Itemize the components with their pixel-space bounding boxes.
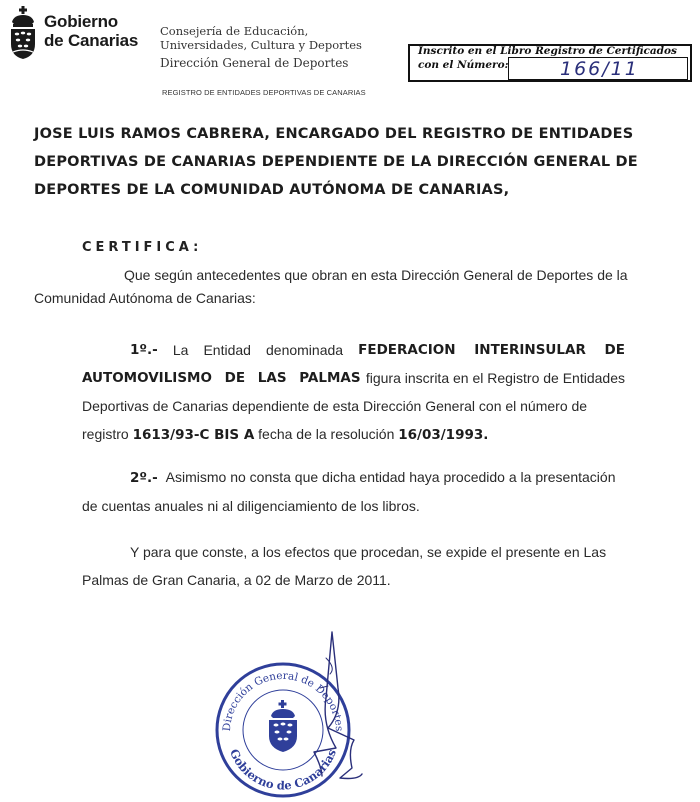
gobierno-canarias-emblem-icon [8,6,38,60]
point-2-text: de cuentas anuales ni al diligenciamiento de los libros. [82,498,420,514]
heading-line-1: JOSE LUIS RAMOS CABRERA, ENCARGADO DEL REGISTRO DE ENTIDADES [34,126,634,142]
resolution-date: 16/03/1993. [398,427,489,443]
registry-number: 1613/93-C BIS A [132,427,255,443]
point-1-number: 1º.- [130,342,158,358]
point-1-text: fecha de la resolución [258,426,395,442]
handwritten-signature [292,628,372,798]
point-2-number: 2º.- [130,470,158,486]
certifica-label: CERTIFICA: [82,240,203,255]
point-1-text: figura inscrita en el Registro de Entidades [365,370,625,386]
point-1-word: La [172,342,189,358]
point-2-line-1 [82,463,625,492]
stamp-top-text: Dirección General de Deportes [220,669,346,732]
closing-paragraph [82,538,625,594]
logo-gobierno-text: Gobierno [44,12,118,31]
point-1-paragraph [82,336,625,449]
point-1-line-4 [82,420,625,449]
registry-box-label-1: Inscrito en el Libro Registro de Certificados [418,45,677,57]
heading-line-3: DEPORTES DE LA COMUNIDAD AUTÓNOMA DE CANARIAS, [34,182,510,198]
point-2-paragraph [82,463,625,520]
point-2-line-2 [82,492,625,520]
point-1-line-1 [82,336,625,364]
department-line-3: Dirección General de Deportes [160,56,349,70]
closing-text: Y para que conste, a los efectos que procedan, se expide el presente en Las [130,544,607,560]
intro-line-2: Comunidad Autónoma de Canarias: [34,290,256,306]
point-1-word: Entidad [203,342,251,358]
logo-de-canarias-text: de Canarias [44,31,139,50]
entity-name-part-2: AUTOMOVILISMO DE LAS PALMAS [82,370,361,386]
closing-line-2 [82,566,625,594]
entity-name-part-1: FEDERACION INTERINSULAR DE [358,342,625,358]
department-line-1: Consejería de Educación, [160,24,309,38]
registry-caption: REGISTRO DE ENTIDADES DEPORTIVAS DE CANARIAS [162,88,366,97]
intro-line-1: Que según antecedentes que obran en esta Dirección General de Deportes de la [124,267,628,283]
department-line-2: Universidades, Cultura y Deportes [160,38,362,52]
registry-number-handwritten: 166/11 [560,58,639,80]
registry-box-label-2: con el Número: [418,59,509,71]
point-1-text: Deportivas de Canarias dependiente de esta Dirección General con el número de [82,398,588,414]
closing-text: Palmas de Gran Canaria, a 02 de Marzo de 2011. [82,572,391,588]
heading-line-2: DEPORTIVAS DE CANARIAS DEPENDIENTE DE LA DIRECCIÓN GENERAL DE [34,154,638,170]
closing-line-1 [82,538,625,566]
stamp-bottom-text: Gobierno de Canarias [226,746,339,793]
point-2-text: Asimismo no consta que dicha entidad haya procedido a la presentación [165,469,616,485]
point-1-line-2 [82,364,625,392]
point-1-line-3 [82,392,625,420]
point-1-word: denominada [266,342,344,358]
point-1-text: registro [82,426,129,442]
